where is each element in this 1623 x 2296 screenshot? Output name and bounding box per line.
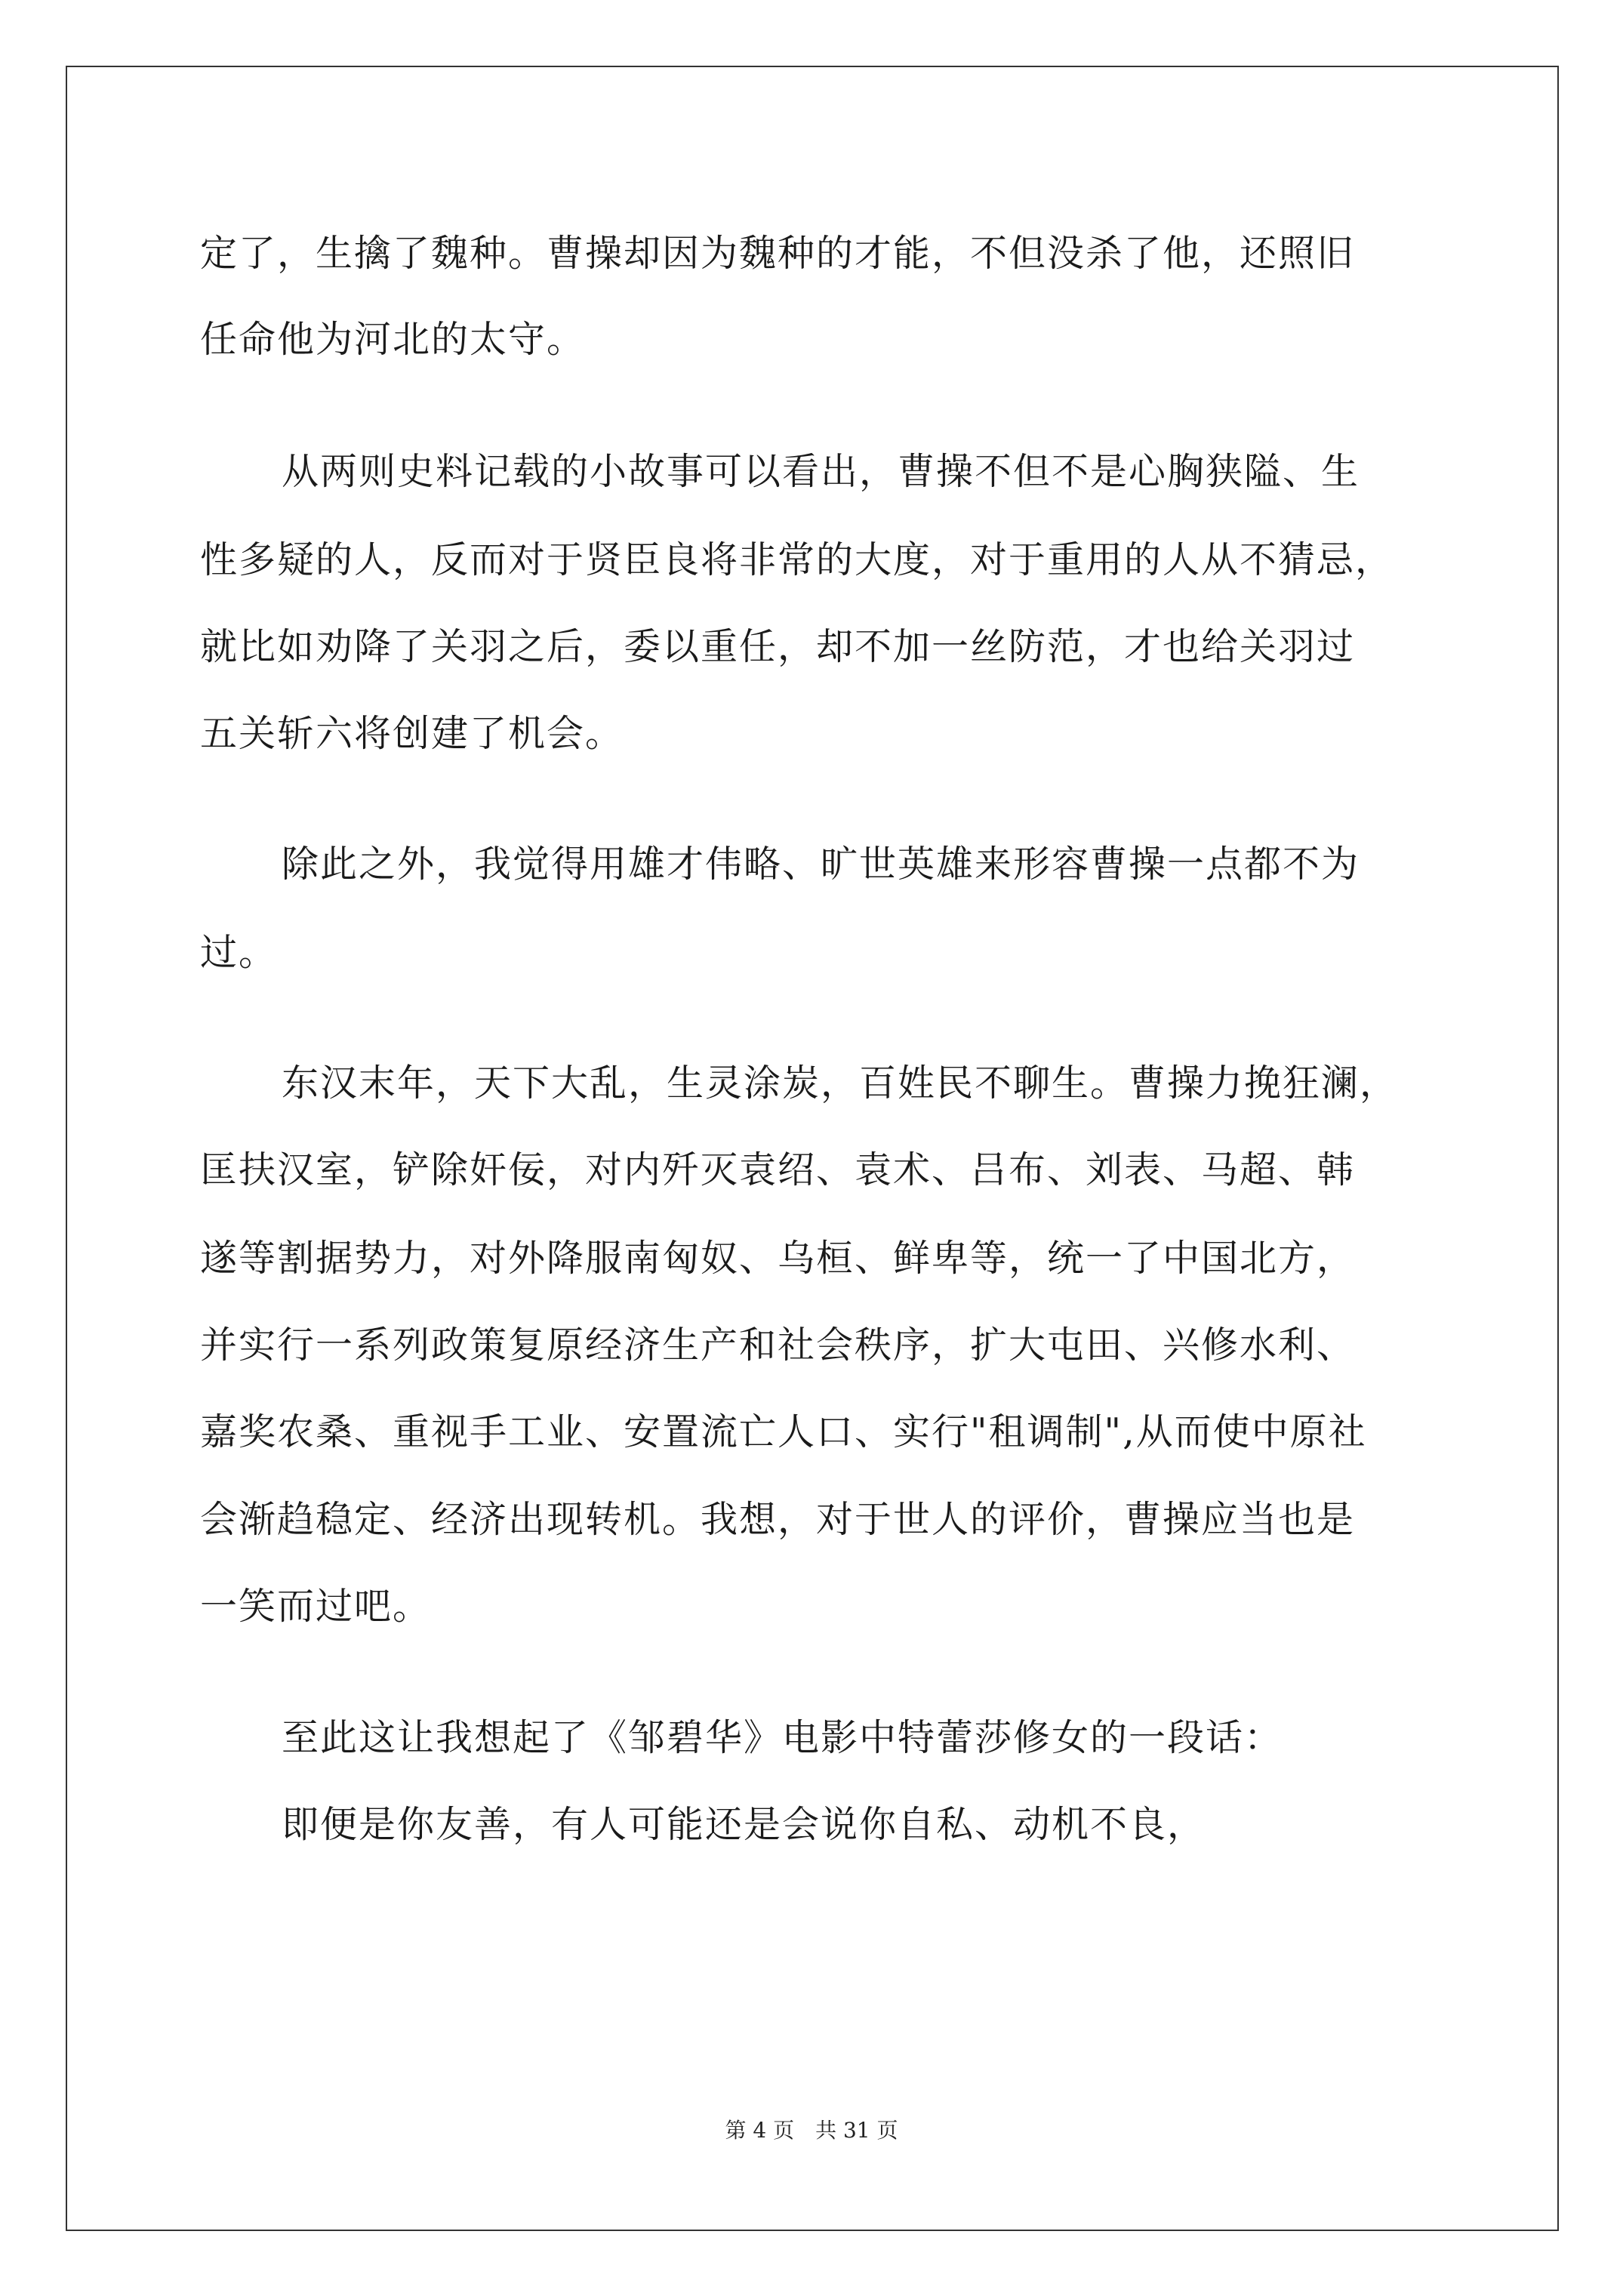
paragraph-start-line: 从两则史料记载的小故事可以看出，曹操不但不是心胸狭隘、生 xyxy=(282,450,1360,493)
text-line: 会渐趋稳定、经济出现转机。我想，对于世人的评价，曹操应当也是 xyxy=(200,1498,1356,1541)
text-line: 性多疑的人，反而对于贤臣良将非常的大度，对于重用的人从不猜忌， xyxy=(200,538,1394,581)
text-line: 嘉奖农桑、重视手工业、安置流亡人口、实行"租调制",从而使中原社 xyxy=(200,1410,1367,1453)
paragraph-start-line: 东汉末年，天下大乱，生灵涂炭，百姓民不聊生。曹操力挽狂澜， xyxy=(282,1062,1399,1105)
text-line: 过。 xyxy=(200,931,278,974)
text-line: 匡扶汉室，铲除奸佞，对内歼灭袁绍、袁术、吕布、刘表、马超、韩 xyxy=(200,1148,1356,1191)
text-line: 任命他为河北的太守。 xyxy=(200,318,586,361)
paragraph-start-line: 至此这让我想起了《邹碧华》电影中特蕾莎修女的一段话： xyxy=(282,1716,1283,1759)
paragraph-start-line: 除此之外，我觉得用雄才伟略、旷世英雄来形容曹操一点都不为 xyxy=(282,843,1360,886)
text-line: 五关斩六将创建了机会。 xyxy=(200,712,624,755)
text-line: 遂等割据势力，对外降服南匈奴、乌桓、鲜卑等，统一了中国北方， xyxy=(200,1237,1356,1280)
text-line: 并实行一系列政策复原经济生产和社会秩序，扩大屯田、兴修水利、 xyxy=(200,1324,1356,1367)
text-line: 一笑而过吧。 xyxy=(200,1585,432,1628)
paragraph-start-line: 即便是你友善，有人可能还是会说你自私、动机不良， xyxy=(282,1803,1206,1846)
text-line: 定了，生擒了魏种。曹操却因为魏种的才能，不但没杀了他，还照旧 xyxy=(200,232,1356,275)
page-number-footer: 第 4 页 共 31 页 xyxy=(725,2118,898,2143)
text-line: 就比如劝降了关羽之后，委以重任，却不加一丝防范，才也给关羽过 xyxy=(200,625,1356,668)
